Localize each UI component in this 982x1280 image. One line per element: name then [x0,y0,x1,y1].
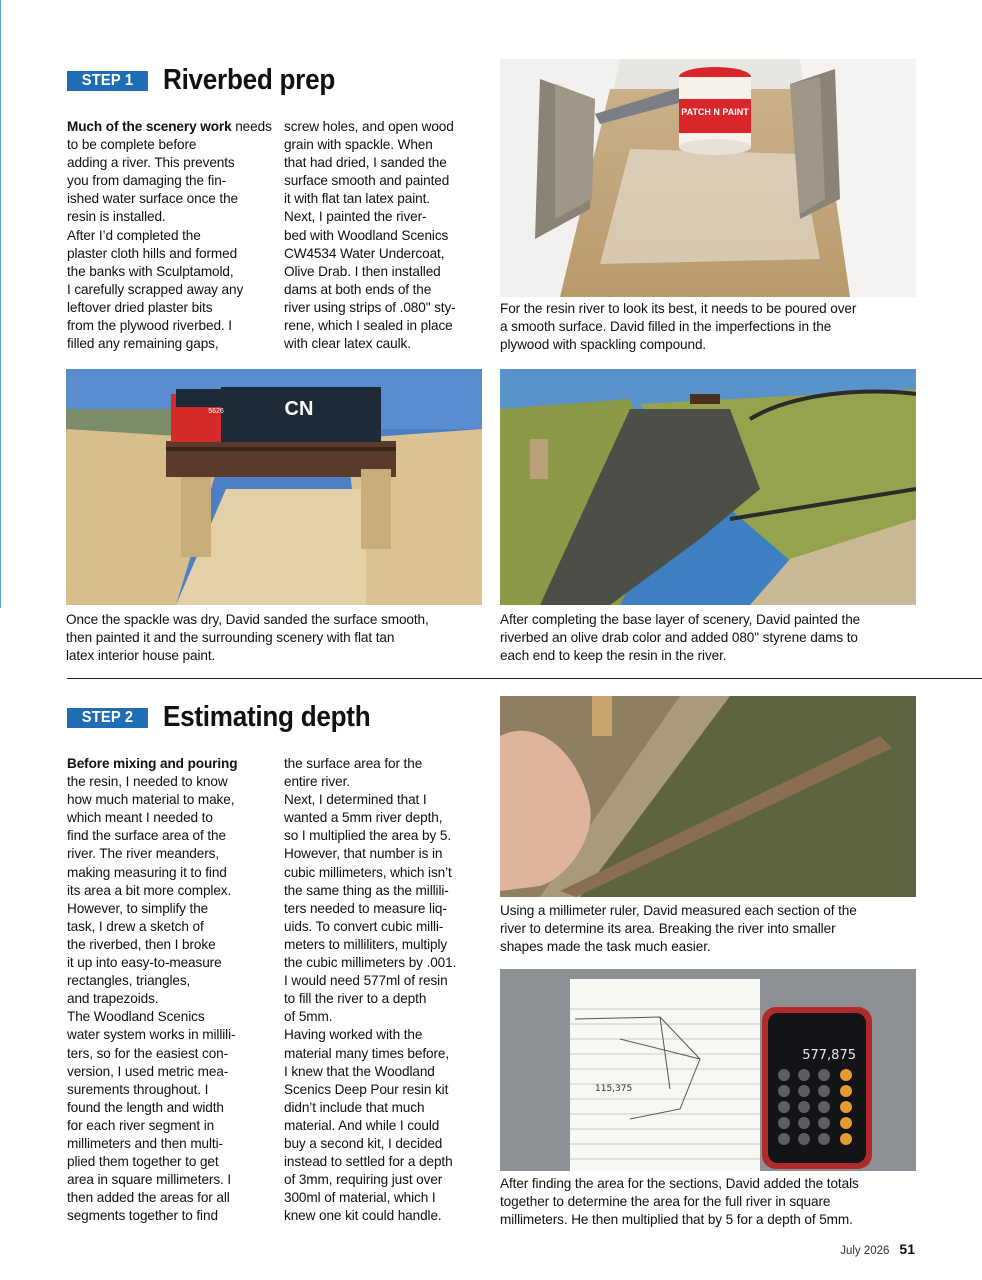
page-folio [840,1241,915,1257]
step2-caption-top: Using a millimeter ruler, David measured each section of the river to determine its area. Breaking the river into smaller shapes made the task much easier. [500,903,857,954]
step1-caption-right: After completing the base layer of scenery, David painted the riverbed an olive drab color and added 080" styrene dams to each end to keep the resin in the river. [500,612,861,663]
step1-caption-top: For the resin river to look its best, it needs to be poured over a smooth surface. David filled in the imperfections in the plywood with spackling compound. [500,301,857,352]
step1-column-2: screw holes, and open wood grain with spackle. When that had dried, I sanded the surface smooth and painted it with flat tan latex paint. Next, I painted the river- bed with Woodland Scenics CW4534 Water Undercoat, Olive Drab. I then installed dams at both ends of the river using strips of .080" sty- rene, which I sealed in place with clear latex caulk. [284,119,456,352]
step2-caption-bottom: After finding the area for the sections, David added the totals together to determine the area for the full river in square millimeters. He then multiplied that by 5 for a depth of 5mm. [500,1176,859,1227]
step1-column-1 [67,118,272,353]
step2-lead: Before mixing and pouring [67,756,238,771]
spackle-label: PATCH N PAINT [681,107,749,117]
sketch-total: 115,375 [595,1084,633,1094]
step1-heading [67,64,354,97]
page-number: 51 [899,1241,915,1257]
step1-title: Riverbed prep [163,64,335,96]
issue-date: July 2026 [840,1245,890,1257]
step1-lead: Much of the scenery work [67,119,232,134]
step2-col1-text: the resin, I needed to know how much material to make, which meant I needed to find the surface area of the river. The river meanders, making measuring it to find its area a bit more complex. However, to simplify the task, I drew a sketch of the riverbed, then I broke it up into easy-to-measure rectangles, triangles, and trapezoids. The Woodland Scenics water system works in millili- ters, so for the easiest con- version, I used metric mea- surements throughout. I found the length and width for each river segment in millimeters and then multi- plied them together to get area in square millimeters. I then added the areas for all segments together to find [67,774,236,1224]
step2-column-2: the surface area for the entire river. Next, I determined that I wanted a 5mm river depth, so I multiplied the area by 5. However, that number is in cubic millimeters, which isn’t the same thing as the millili- ters needed to measure liq- uids. To convert cubic milli- meters to milliliters, multiply the cubic millimeters by .001. I would need 577ml of resin to fill the river to a depth of 5mm. Having worked with the material many times before, I knew that the Woodland Scenics Deep Pour resin kit didn’t include that much material. And while I could buy a second kit, I decided instead to settled for a depth of 3mm, requiring just over 300ml of material, which I knew one kit could handle. [284,756,457,1224]
photo-spackle-riverbed [500,59,916,297]
step1-caption-left: Once the spackle was dry, David sanded the surface smooth, then painted it and the surrounding scenery with flat tan latex interior house paint. [66,612,429,663]
step2-column-1 [67,755,272,1225]
calculator-display: 577,875 [802,1048,856,1063]
step2-title: Estimating depth [163,701,371,733]
section-divider [67,678,982,679]
page-edge-line [0,0,1,608]
photo-ruler-measurement [500,696,916,897]
photo-locomotive-bridge [66,369,482,605]
photo-painted-riverbed [500,369,916,605]
step2-heading [67,701,393,734]
step1-badge: STEP 1 [67,71,148,91]
locomotive-road-name: CN [284,398,314,420]
locomotive-number: 5626 [208,408,224,415]
photo-sketch-calculator [500,969,916,1171]
step1-col1-text: needs to be complete before adding a river. This prevents you from damaging the fin- ished water surface once the resin is installed. After I’d completed the plaster cloth hills and formed the banks with Sculptamold, I carefully scrapped away any leftover dried plaster bits from the plywood riverbed. I filled any remaining gaps, [67,119,272,352]
step2-badge: STEP 2 [67,708,148,728]
